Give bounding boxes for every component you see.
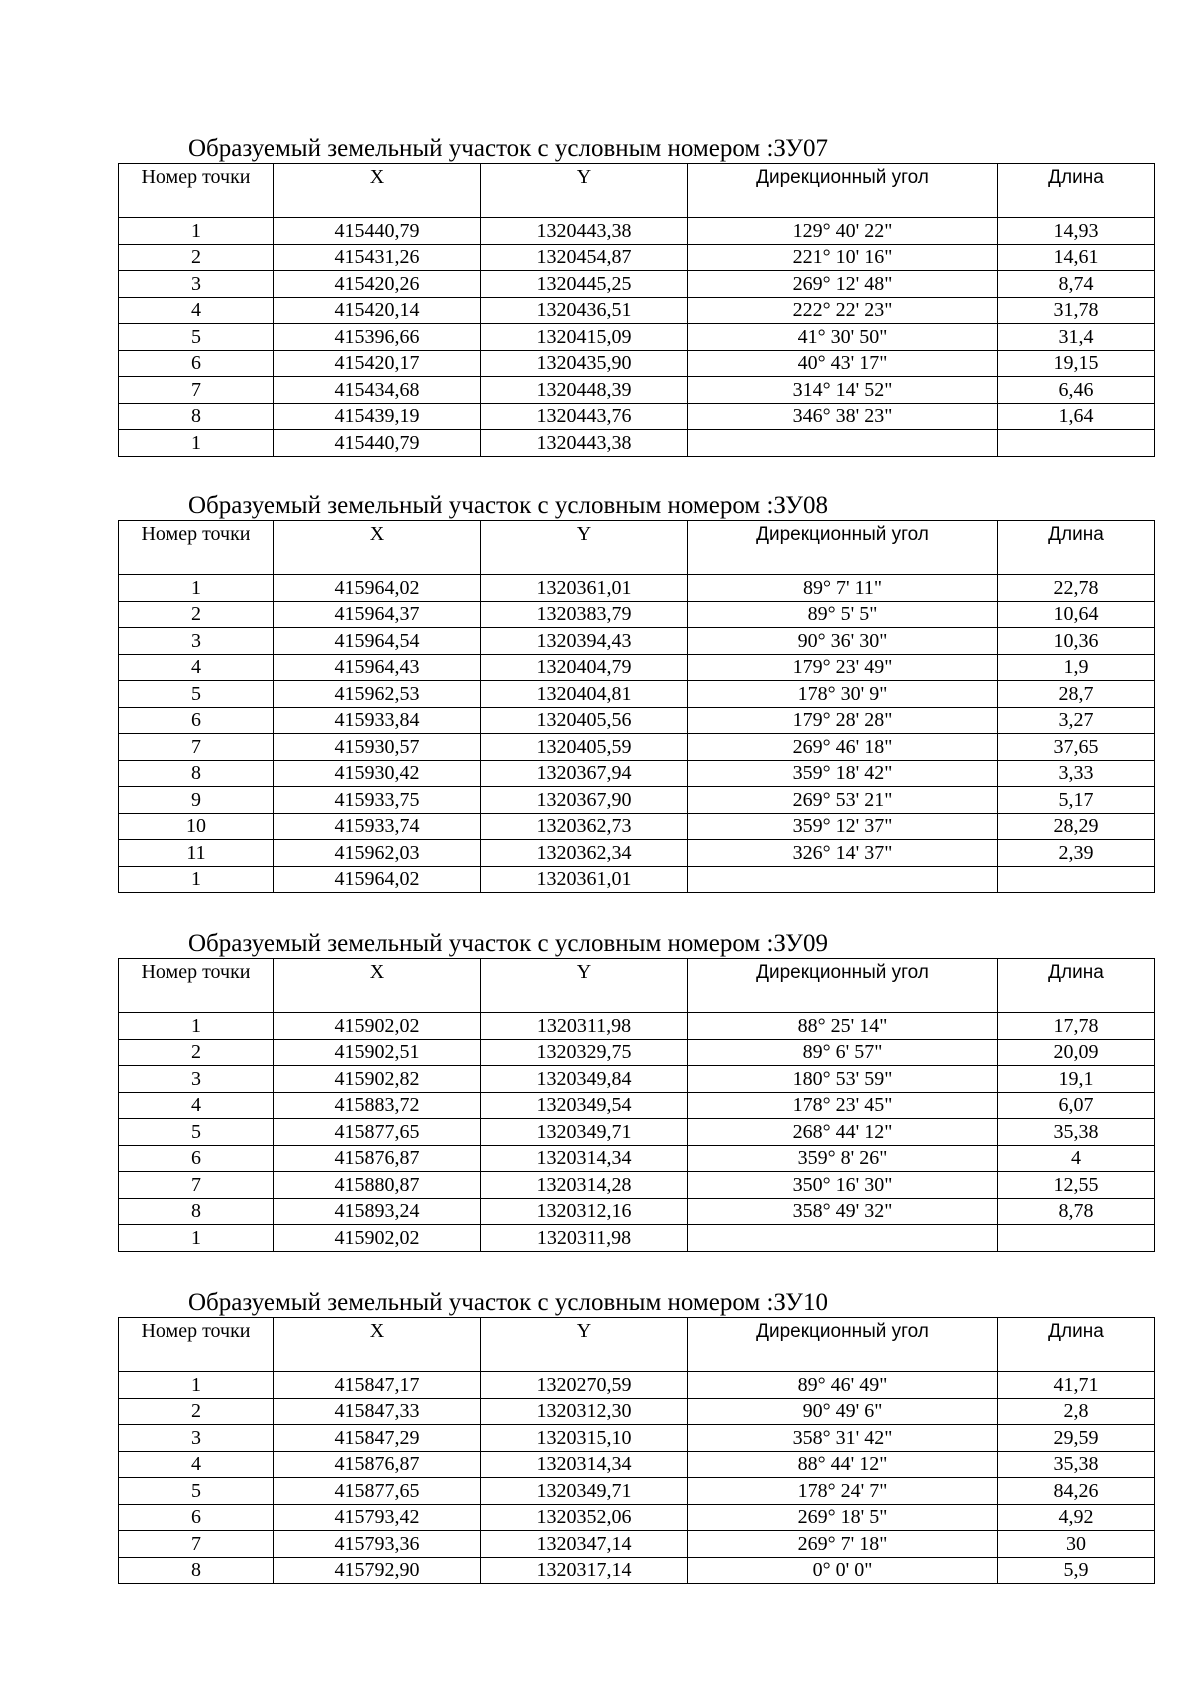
cell-point: 7 [119,1531,274,1558]
header-x: X [274,164,481,218]
cell-angle: 359° 12' 37" [688,813,998,840]
cell-x: 415792,90 [274,1557,481,1584]
table-row [119,1145,1155,1172]
table-row [119,271,1155,298]
cell-x: 415883,72 [274,1092,481,1119]
table-row [119,787,1155,814]
cell-angle [688,430,998,457]
cell-angle: 269° 12' 48" [688,271,998,298]
cell-point: 1 [119,1013,274,1040]
cell-x: 415876,87 [274,1451,481,1478]
cell-length: 20,09 [998,1039,1155,1066]
table-row [119,297,1155,324]
cell-x: 415847,33 [274,1398,481,1425]
table-row [119,1531,1155,1558]
cell-length: 84,26 [998,1478,1155,1505]
cell-angle: 129° 40' 22" [688,218,998,245]
cell-point: 7 [119,734,274,761]
cell-x: 415440,79 [274,430,481,457]
cell-y: 1320314,34 [481,1451,688,1478]
cell-length: 3,33 [998,760,1155,787]
cell-x: 415847,29 [274,1425,481,1452]
cell-x: 415930,57 [274,734,481,761]
cell-length: 2,8 [998,1398,1155,1425]
cell-angle: 179° 28' 28" [688,707,998,734]
cell-point: 5 [119,1119,274,1146]
section-title: Образуемый земельный участок с условным номером :ЗУ08 [188,492,828,519]
table-row [119,760,1155,787]
cell-length: 10,36 [998,628,1155,655]
cell-angle [688,1225,998,1252]
cell-length: 22,78 [998,575,1155,602]
cell-x: 415964,54 [274,628,481,655]
header-length: Длина [998,959,1155,1013]
cell-angle: 89° 5' 5" [688,601,998,628]
cell-point: 2 [119,1398,274,1425]
cell-x: 415440,79 [274,218,481,245]
cell-x: 415962,03 [274,840,481,867]
cell-point: 2 [119,1039,274,1066]
cell-y: 1320362,73 [481,813,688,840]
cell-y: 1320362,34 [481,840,688,867]
cell-y: 1320317,14 [481,1557,688,1584]
cell-length: 8,78 [998,1198,1155,1225]
table-row [119,324,1155,351]
header-point-number: Номер точки [119,1318,274,1372]
cell-point: 8 [119,403,274,430]
cell-y: 1320404,81 [481,681,688,708]
table-row [119,1504,1155,1531]
table-row [119,813,1155,840]
table-row [119,218,1155,245]
cell-x: 415902,51 [274,1039,481,1066]
cell-length [998,866,1155,893]
cell-x: 415902,02 [274,1013,481,1040]
table-row [119,403,1155,430]
cell-x: 415964,02 [274,575,481,602]
cell-point: 11 [119,840,274,867]
cell-point: 1 [119,1372,274,1399]
cell-y: 1320448,39 [481,377,688,404]
cell-point: 9 [119,787,274,814]
cell-angle: 90° 49' 6" [688,1398,998,1425]
cell-point: 4 [119,1092,274,1119]
cell-y: 1320314,34 [481,1145,688,1172]
cell-point: 6 [119,350,274,377]
cell-y: 1320383,79 [481,601,688,628]
cell-angle: 326° 14' 37" [688,840,998,867]
cell-y: 1320312,30 [481,1398,688,1425]
cell-y: 1320312,16 [481,1198,688,1225]
section-title: Образуемый земельный участок с условным номером :ЗУ07 [188,135,828,162]
cell-angle: 40° 43' 17" [688,350,998,377]
cell-x: 415847,17 [274,1372,481,1399]
cell-angle: 88° 25' 14" [688,1013,998,1040]
cell-length: 5,9 [998,1557,1155,1584]
cell-y: 1320352,06 [481,1504,688,1531]
table-row [119,734,1155,761]
table-row [119,840,1155,867]
cell-y: 1320443,76 [481,403,688,430]
cell-length: 6,07 [998,1092,1155,1119]
cell-angle: 179° 23' 49" [688,654,998,681]
cell-y: 1320361,01 [481,866,688,893]
cell-point: 7 [119,1172,274,1199]
cell-y: 1320361,01 [481,575,688,602]
cell-x: 415964,43 [274,654,481,681]
cell-length [998,1225,1155,1252]
cell-x: 415876,87 [274,1145,481,1172]
cell-x: 415893,24 [274,1198,481,1225]
cell-angle: 269° 18' 5" [688,1504,998,1531]
cell-y: 1320311,98 [481,1225,688,1252]
cell-y: 1320367,94 [481,760,688,787]
cell-point: 5 [119,1478,274,1505]
cell-y: 1320349,84 [481,1066,688,1093]
cell-x: 415877,65 [274,1478,481,1505]
cell-point: 1 [119,430,274,457]
coordinates-table [118,958,1155,1252]
cell-point: 6 [119,707,274,734]
cell-length: 4,92 [998,1504,1155,1531]
cell-point: 6 [119,1504,274,1531]
cell-angle: 90° 36' 30" [688,628,998,655]
header-angle: Дирекционный угол [688,164,998,218]
header-x: X [274,1318,481,1372]
header-angle: Дирекционный угол [688,1318,998,1372]
cell-point: 3 [119,1425,274,1452]
table-row [119,244,1155,271]
header-x: X [274,959,481,1013]
cell-point: 5 [119,324,274,351]
cell-angle: 358° 31' 42" [688,1425,998,1452]
header-length: Длина [998,164,1155,218]
cell-x: 415420,14 [274,297,481,324]
cell-y: 1320404,79 [481,654,688,681]
cell-x: 415793,42 [274,1504,481,1531]
cell-y: 1320349,71 [481,1119,688,1146]
table-row [119,377,1155,404]
table-row [119,1198,1155,1225]
cell-point: 4 [119,297,274,324]
cell-angle: 41° 30' 50" [688,324,998,351]
cell-y: 1320347,14 [481,1531,688,1558]
cell-angle: 178° 24' 7" [688,1478,998,1505]
cell-point: 2 [119,244,274,271]
header-y: Y [481,164,688,218]
cell-length: 31,4 [998,324,1155,351]
table-row [119,707,1155,734]
cell-point: 1 [119,218,274,245]
table-row [119,430,1155,457]
cell-angle: 178° 30' 9" [688,681,998,708]
table-row [119,575,1155,602]
cell-angle: 0° 0' 0" [688,1557,998,1584]
header-length: Длина [998,521,1155,575]
cell-length: 31,78 [998,297,1155,324]
table-row [119,1478,1155,1505]
cell-x: 415434,68 [274,377,481,404]
cell-angle: 89° 46' 49" [688,1372,998,1399]
cell-y: 1320454,87 [481,244,688,271]
cell-y: 1320367,90 [481,787,688,814]
cell-angle: 358° 49' 32" [688,1198,998,1225]
table-row [119,628,1155,655]
header-point-number: Номер точки [119,521,274,575]
cell-angle: 269° 7' 18" [688,1531,998,1558]
table-row [119,654,1155,681]
section-title: Образуемый земельный участок с условным номером :ЗУ10 [188,1289,828,1316]
header-point-number: Номер точки [119,164,274,218]
table-row [119,1039,1155,1066]
cell-point: 7 [119,377,274,404]
cell-length: 28,29 [998,813,1155,840]
table-row [119,1225,1155,1252]
cell-length: 6,46 [998,377,1155,404]
table-row [119,350,1155,377]
cell-x: 415420,17 [274,350,481,377]
cell-length: 37,65 [998,734,1155,761]
cell-length: 41,71 [998,1372,1155,1399]
cell-length: 30 [998,1531,1155,1558]
cell-x: 415431,26 [274,244,481,271]
cell-point: 4 [119,654,274,681]
cell-angle: 89° 6' 57" [688,1039,998,1066]
cell-x: 415902,02 [274,1225,481,1252]
table-row [119,1451,1155,1478]
cell-length: 28,7 [998,681,1155,708]
cell-length: 14,61 [998,244,1155,271]
table-row [119,601,1155,628]
cell-point: 8 [119,1557,274,1584]
cell-length: 19,15 [998,350,1155,377]
cell-point: 3 [119,271,274,298]
cell-point: 4 [119,1451,274,1478]
cell-x: 415964,37 [274,601,481,628]
cell-y: 1320311,98 [481,1013,688,1040]
cell-length: 5,17 [998,787,1155,814]
cell-angle: 350° 16' 30" [688,1172,998,1199]
cell-y: 1320270,59 [481,1372,688,1399]
table-row [119,866,1155,893]
header-angle: Дирекционный угол [688,521,998,575]
cell-y: 1320443,38 [481,430,688,457]
cell-length: 4 [998,1145,1155,1172]
cell-angle: 359° 18' 42" [688,760,998,787]
cell-y: 1320349,71 [481,1478,688,1505]
cell-point: 3 [119,628,274,655]
cell-angle: 180° 53' 59" [688,1066,998,1093]
table-row [119,1372,1155,1399]
cell-angle: 268° 44' 12" [688,1119,998,1146]
cell-x: 415439,19 [274,403,481,430]
cell-y: 1320314,28 [481,1172,688,1199]
cell-x: 415880,87 [274,1172,481,1199]
table-row [119,1119,1155,1146]
cell-y: 1320445,25 [481,271,688,298]
cell-y: 1320349,54 [481,1092,688,1119]
header-y: Y [481,1318,688,1372]
cell-y: 1320435,90 [481,350,688,377]
cell-length: 3,27 [998,707,1155,734]
cell-point: 8 [119,760,274,787]
cell-x: 415964,02 [274,866,481,893]
cell-angle: 178° 23' 45" [688,1092,998,1119]
cell-point: 6 [119,1145,274,1172]
cell-x: 415877,65 [274,1119,481,1146]
table-row [119,1066,1155,1093]
cell-length: 8,74 [998,271,1155,298]
cell-angle: 359° 8' 26" [688,1145,998,1172]
cell-y: 1320415,09 [481,324,688,351]
cell-point: 8 [119,1198,274,1225]
header-x: X [274,521,481,575]
cell-x: 415930,42 [274,760,481,787]
table-row [119,1172,1155,1199]
table-row [119,1013,1155,1040]
table-row [119,681,1155,708]
cell-y: 1320394,43 [481,628,688,655]
cell-length: 2,39 [998,840,1155,867]
cell-y: 1320405,56 [481,707,688,734]
cell-x: 415396,66 [274,324,481,351]
cell-point: 10 [119,813,274,840]
cell-length: 14,93 [998,218,1155,245]
cell-x: 415933,75 [274,787,481,814]
cell-angle: 88° 44' 12" [688,1451,998,1478]
cell-x: 415962,53 [274,681,481,708]
cell-y: 1320443,38 [481,218,688,245]
cell-length: 12,55 [998,1172,1155,1199]
cell-y: 1320436,51 [481,297,688,324]
cell-x: 415793,36 [274,1531,481,1558]
cell-length: 29,59 [998,1425,1155,1452]
cell-angle: 222° 22' 23" [688,297,998,324]
cell-point: 1 [119,575,274,602]
cell-x: 415902,82 [274,1066,481,1093]
cell-x: 415420,26 [274,271,481,298]
cell-angle: 314° 14' 52" [688,377,998,404]
header-y: Y [481,521,688,575]
table-row [119,1557,1155,1584]
cell-length: 17,78 [998,1013,1155,1040]
cell-length: 1,9 [998,654,1155,681]
cell-point: 5 [119,681,274,708]
cell-angle: 346° 38' 23" [688,403,998,430]
cell-y: 1320329,75 [481,1039,688,1066]
cell-angle: 221° 10' 16" [688,244,998,271]
section-title: Образуемый земельный участок с условным номером :ЗУ09 [188,930,828,957]
cell-length [998,430,1155,457]
cell-x: 415933,74 [274,813,481,840]
cell-angle: 269° 53' 21" [688,787,998,814]
cell-y: 1320315,10 [481,1425,688,1452]
cell-length: 35,38 [998,1451,1155,1478]
cell-x: 415933,84 [274,707,481,734]
cell-angle: 89° 7' 11" [688,575,998,602]
cell-point: 3 [119,1066,274,1093]
cell-y: 1320405,59 [481,734,688,761]
cell-angle: 269° 46' 18" [688,734,998,761]
cell-length: 10,64 [998,601,1155,628]
cell-point: 1 [119,1225,274,1252]
header-angle: Дирекционный угол [688,959,998,1013]
cell-point: 2 [119,601,274,628]
table-row [119,1398,1155,1425]
cell-point: 1 [119,866,274,893]
table-row [119,1425,1155,1452]
header-length: Длина [998,1318,1155,1372]
cell-length: 19,1 [998,1066,1155,1093]
coordinates-table [118,1317,1155,1584]
cell-length: 1,64 [998,403,1155,430]
cell-angle [688,866,998,893]
table-row [119,1092,1155,1119]
coordinates-table [118,520,1155,893]
header-y: Y [481,959,688,1013]
cell-length: 35,38 [998,1119,1155,1146]
coordinates-table [118,163,1155,457]
header-point-number: Номер точки [119,959,274,1013]
